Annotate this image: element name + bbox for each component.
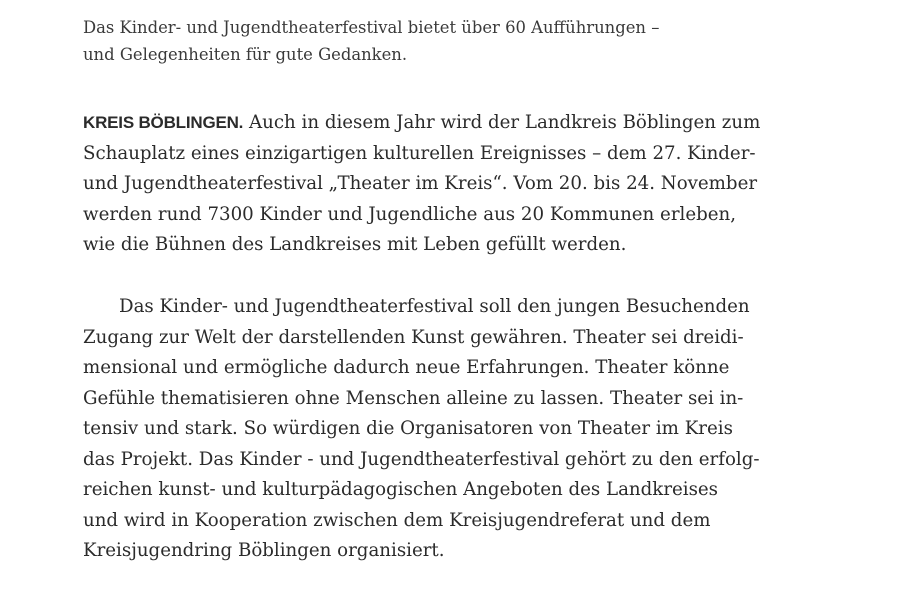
paragraph-line: reichen kunst- und kulturpädagogischen Angeboten des Landkreises [83,479,719,500]
paragraph-line-text: Auch in diesem Jahr wird der Landkreis Böblingen zum [243,112,761,133]
paragraph-line: und wird in Kooperation zwischen dem Kreisjugendreferat und dem [83,509,711,531]
paragraph-line: tensiv und stark. So würdigen die Organisatoren von Theater im Kreis [83,418,733,439]
subtitle-line: Das Kinder- und Jugendtheaterfestival bietet über 60 Aufführungen – [83,18,660,37]
paragraph-line: Kreisjugendring Böblingen organisiert. [83,540,445,561]
paragraph-line: Gefühle thematisieren ohne Menschen alleine zu lassen. Theater sei in- [83,387,744,409]
paragraph-line: Zugang zur Welt der darstellenden Kunst gewähren. Theater sei dreidi- [83,326,744,348]
paragraph-line: Schauplatz eines einzigartigen kulturellen Ereignisses – dem 27. Kinder- [83,142,756,164]
article-subtitle [83,14,823,68]
paragraph-line: das Projekt. Das Kinder - und Jugendtheaterfestival gehört zu den erfolg- [83,448,760,470]
dateline: KREIS BÖBLINGEN. [83,113,244,132]
paragraph-line: werden rund 7300 Kinder und Jugendliche aus 20 Kommunen erleben, [83,203,736,225]
paragraph-line [83,108,760,139]
paragraph-line: Das Kinder- und Jugendtheaterfestival soll den jungen Besuchenden [119,296,750,317]
paragraph-line: und Jugendtheaterfestival „Theater im Kreis“. Vom 20. bis 24. November [83,173,758,194]
paragraph-line: mensional und ermögliche dadurch neue Erfahrungen. Theater könne [83,357,730,378]
paragraph-line: wie die Bühnen des Landkreises mit Leben gefüllt werden. [83,234,627,255]
article-paragraph-intro [83,108,760,261]
article-paragraph-body [83,292,760,567]
article [83,14,823,561]
subtitle-line: und Gelegenheiten für gute Gedanken. [83,45,408,64]
